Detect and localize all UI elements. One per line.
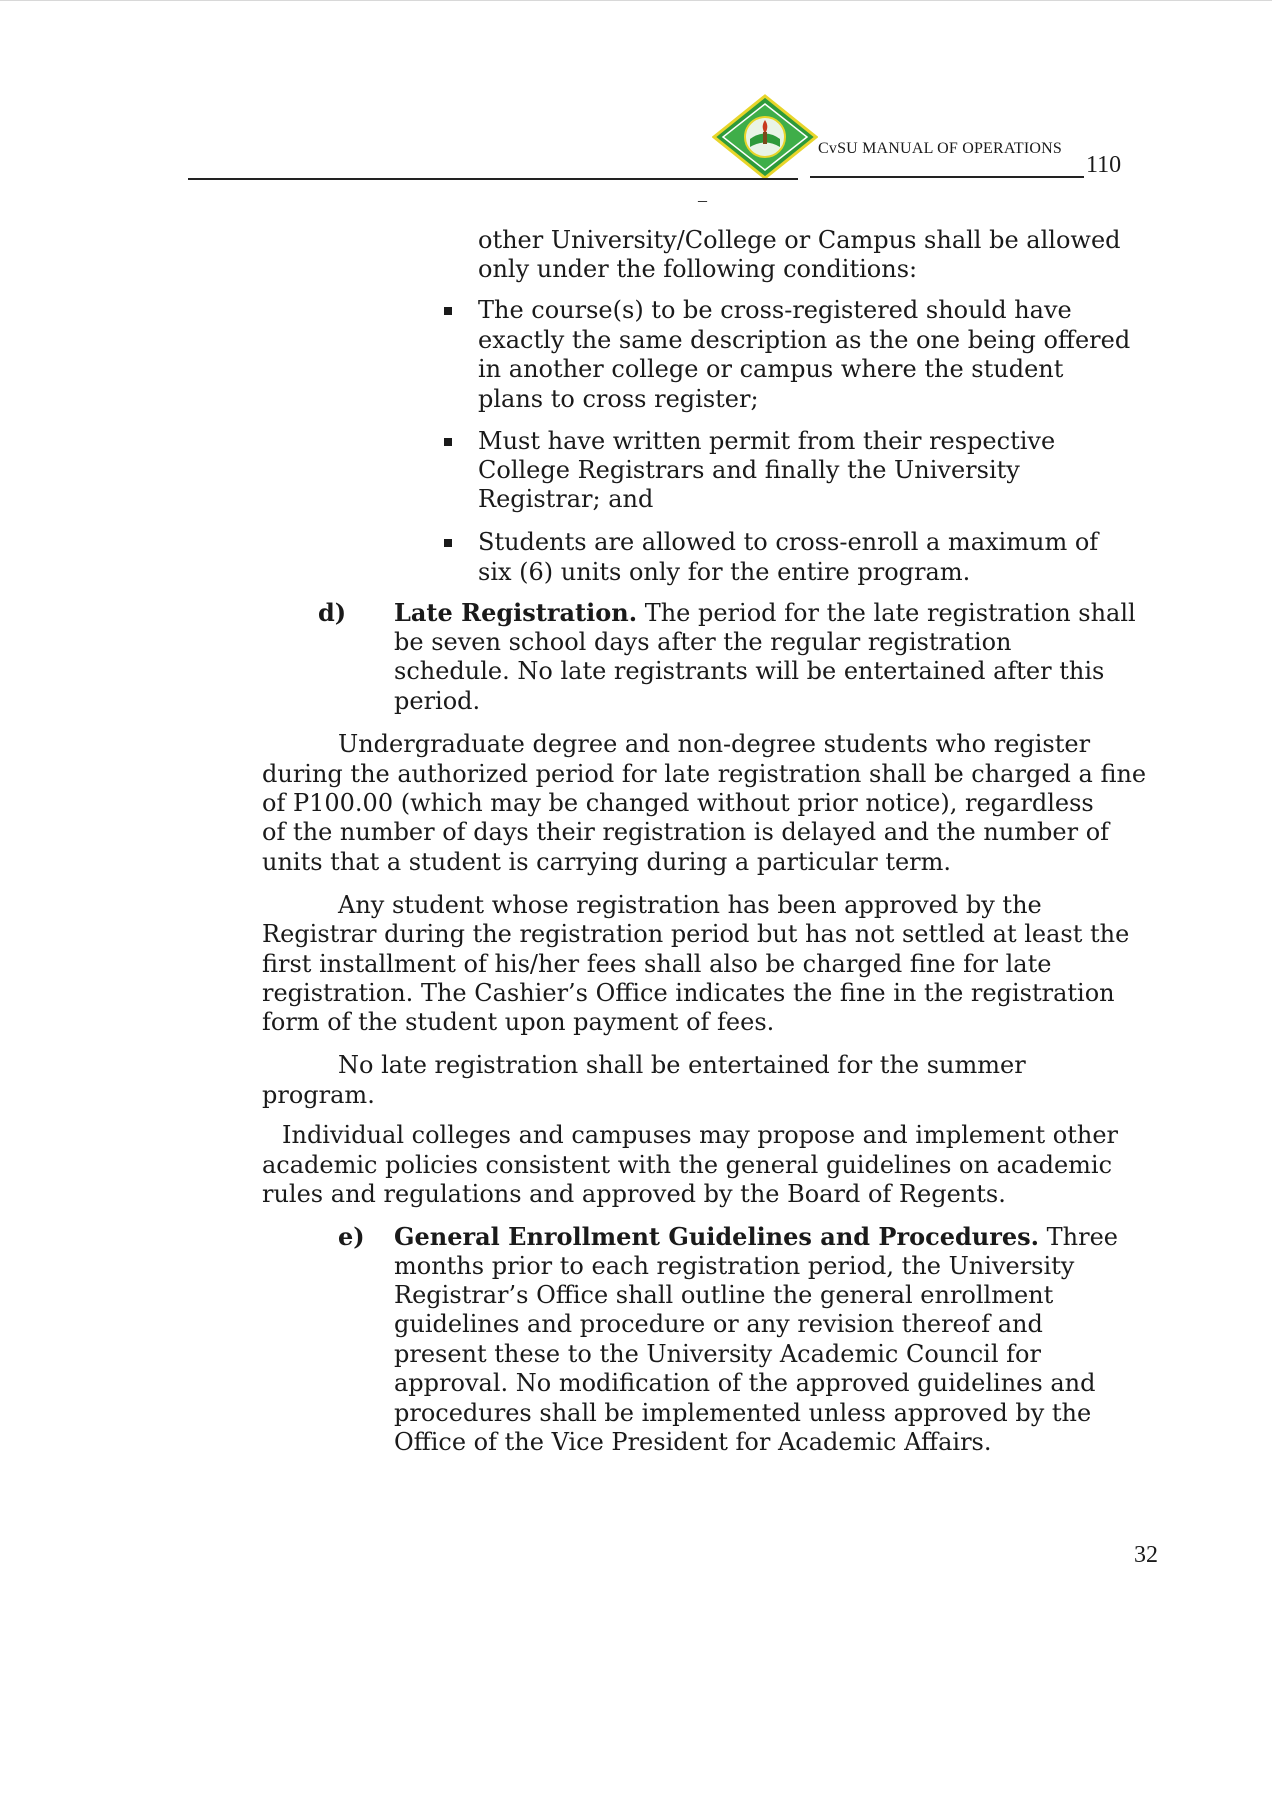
item-d-first-line (394, 598, 1136, 629)
item-d-line: be seven school days after the regular registration (394, 628, 1012, 656)
paragraph-line: academic policies consistent with the general guidelines on academic (262, 1151, 1113, 1179)
item-d-label: d) (318, 598, 347, 627)
item-e-line: approval. No modification of the approved guidelines and (394, 1369, 1096, 1397)
intro-line: other University/College or Campus shall be allowed (478, 226, 1121, 254)
bullet-3-line: Students are allowed to cross-enroll a maximum of (478, 528, 1099, 556)
bullet-marker (444, 539, 452, 547)
bullet-2-line: Must have written permit from their respective (478, 427, 1056, 455)
bullet-1-line: plans to cross register; (478, 385, 759, 413)
header-page-number: 110 (1086, 152, 1122, 178)
item-e-heading: General Enrollment Guidelines and Procedures. (394, 1222, 1039, 1251)
footer-page-number: 32 (1134, 1542, 1158, 1568)
bullet-1-line: exactly the same description as the one being offered (478, 326, 1131, 354)
header-dash: – (698, 190, 707, 210)
paragraph-line: rules and regulations and approved by the Board of Regents. (262, 1180, 1006, 1208)
paragraph-line: form of the student upon payment of fees. (262, 1008, 775, 1036)
bullet-2-line: Registrar; and (478, 485, 654, 513)
paragraph-line: registration. The Cashier’s Office indicates the fine in the registration (262, 979, 1115, 1007)
item-e-line: months prior to each registration period, the University (394, 1252, 1075, 1280)
item-e-line: procedures shall be implemented unless approved by the (394, 1399, 1092, 1427)
paragraph-line: Undergraduate degree and non-degree students who register (338, 730, 1091, 758)
paragraph-line: first installment of his/her fees shall also be charged fine for late (262, 950, 1052, 978)
bullet-1-line: The course(s) to be cross-registered should have (478, 296, 1072, 324)
paragraph-line: of the number of days their registration is delayed and the number of (262, 818, 1110, 846)
item-d-line: period. (394, 687, 481, 715)
bullet-2-line: College Registrars and finally the University (478, 456, 1020, 484)
item-e-line: Registrar’s Office shall outline the general enrollment (394, 1281, 1054, 1309)
item-e-label: e) (338, 1222, 365, 1251)
item-e-line: guidelines and procedure or any revision thereof and (394, 1310, 1043, 1338)
paragraph-line: units that a student is carrying during a particular term. (262, 848, 952, 876)
paragraph-line: Individual colleges and campuses may propose and implement other (282, 1121, 1119, 1149)
bullet-marker (444, 307, 452, 315)
bullet-1-line: in another college or campus where the student (478, 355, 1064, 383)
intro-line: only under the following conditions: (478, 255, 918, 283)
university-seal-logo (712, 94, 818, 180)
manual-title: CvSU MANUAL OF OPERATIONS (818, 140, 1062, 157)
item-e-first-line-text: Three (1039, 1223, 1118, 1251)
paragraph-line: Registrar during the registration period but has not settled at least the (262, 920, 1130, 948)
header-rule-left (188, 178, 798, 180)
page-top-border (0, 0, 1272, 1)
paragraph-line: of P100.00 (which may be changed without prior notice), regardless (262, 789, 1094, 817)
paragraph-line: Any student whose registration has been approved by the (338, 891, 1042, 919)
item-e-line: Office of the Vice President for Academic Affairs. (394, 1428, 992, 1456)
bullet-marker (444, 438, 452, 446)
paragraph-line: program. (262, 1081, 375, 1109)
item-d-first-line-text: The period for the late registration shall (637, 599, 1136, 627)
item-e-line: present these to the University Academic Council for (394, 1340, 1041, 1368)
item-d-line: schedule. No late registrants will be entertained after this (394, 657, 1105, 685)
paragraph-line: during the authorized period for late registration shall be charged a fine (262, 760, 1147, 788)
item-e-first-line (394, 1222, 1118, 1253)
bullet-3-line: six (6) units only for the entire program. (478, 558, 971, 586)
item-d-heading: Late Registration. (394, 598, 638, 627)
header-rule-right (810, 176, 1084, 178)
paragraph-line: No late registration shall be entertained for the summer (338, 1051, 1026, 1079)
